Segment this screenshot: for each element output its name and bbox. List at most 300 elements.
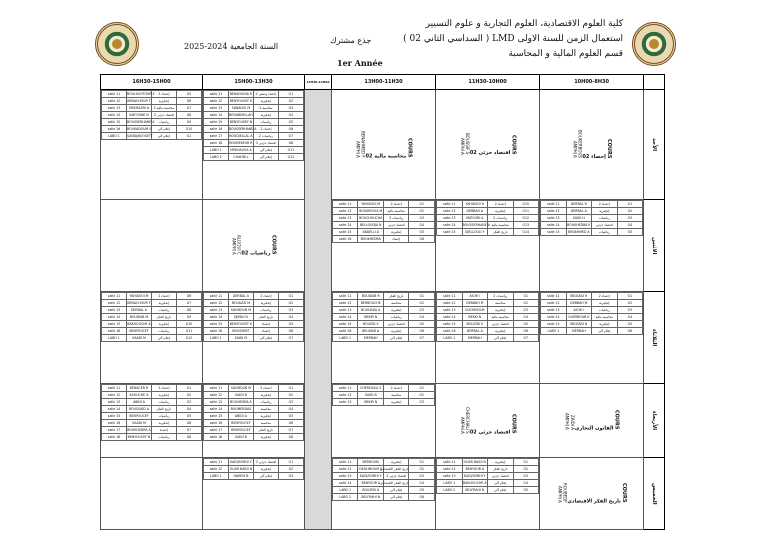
session-professor: CHAHIB L — [228, 154, 253, 161]
session-room: salle 11 — [541, 201, 567, 208]
session-professor: BOUMERDAS — [228, 406, 253, 413]
session-row — [102, 413, 202, 420]
session-subject: إعلام آلي — [383, 335, 409, 342]
session-group: G1 — [176, 133, 201, 140]
session-professor: MERRAH — [462, 335, 488, 342]
session-room: salle 17 — [203, 427, 228, 434]
session-group: G3 — [513, 307, 539, 314]
session-professor: DJELLOULI Y — [462, 229, 488, 236]
session-list — [436, 200, 539, 236]
session-professor: OUCHRIOUR — [462, 307, 488, 314]
session-room: salle 12 — [102, 392, 127, 399]
session-group: G1 — [278, 385, 303, 392]
session-room: salle 11 — [102, 385, 127, 392]
session-subject: إعلام آلي — [253, 473, 278, 480]
block — [101, 458, 203, 530]
session-room: salle 16 — [332, 236, 358, 243]
session-group: G9 — [176, 119, 201, 126]
cours-label: COURS — [406, 137, 413, 158]
session-subject: إنجليزية — [592, 208, 618, 215]
session-group: G4 — [409, 222, 435, 229]
session-row — [102, 91, 202, 98]
session-subject: رياضيات 2 — [488, 293, 514, 300]
session-group: G7 — [513, 335, 539, 342]
session-row — [102, 328, 202, 335]
session-professor: MEKHAZNI A — [126, 105, 151, 112]
session-row — [102, 392, 202, 399]
session-group: G4 — [513, 480, 539, 487]
session-professor: BENABDELLAH — [229, 113, 253, 117]
session-professor: DEBBAH M — [566, 300, 592, 307]
session-group: G3 — [409, 473, 435, 480]
session-room: salle 17 — [102, 427, 127, 434]
session-professor: SAHNOUN M — [228, 385, 253, 392]
session-row — [332, 473, 434, 480]
session-group: G11 — [176, 328, 201, 335]
session-professor: BENAOUDIA R — [229, 92, 253, 96]
session-room: salle 15 — [102, 119, 127, 126]
session-group: G8 — [278, 140, 303, 147]
session-subject: اقتصاد جزئي — [592, 222, 618, 229]
session-room: salle 14 — [332, 222, 358, 229]
session-row — [541, 293, 643, 300]
session-group: G11 — [513, 208, 539, 215]
session-subject: إحصاء 2 — [488, 201, 514, 208]
session-room: salle 14 — [541, 314, 567, 321]
subject: اقتصاد جزئي 02 — [469, 150, 511, 157]
session-subject: إنجليزية — [383, 459, 409, 466]
session-professor: SAIDI B — [358, 392, 384, 399]
professor: ALLIOUI C — [236, 235, 242, 255]
session-row — [203, 473, 303, 480]
session-subject: إحصاء — [253, 328, 278, 335]
session-professor: BOUZIDI S — [462, 321, 488, 328]
professor: BOUSSIF S — [464, 133, 470, 155]
session-subject: إعلام آلي — [383, 494, 409, 501]
session-row — [437, 321, 539, 328]
session-room: salle 13 — [332, 307, 358, 314]
lecture-block — [331, 90, 435, 200]
session-group: G12 — [176, 335, 201, 342]
session-group: G7 — [176, 300, 201, 307]
session-row — [437, 201, 539, 208]
session-group: G3 — [617, 307, 643, 314]
cours-label: COURS — [613, 410, 620, 430]
session-group: G1 — [278, 91, 303, 98]
session-row — [102, 112, 202, 119]
session-room: salle 12 — [437, 466, 463, 473]
session-room: salle 12 — [203, 466, 228, 473]
block — [331, 458, 435, 530]
session-subject: محاسبة مالية 2 — [151, 105, 176, 112]
session-room: salle 15 — [332, 229, 358, 236]
session-subject: إنجليزية — [151, 420, 176, 427]
session-row — [437, 222, 539, 229]
session-room: salle 13 — [437, 215, 463, 222]
session-room: salle 11 — [203, 385, 228, 392]
session-room: salle 12 — [332, 300, 358, 307]
session-room: salle 11 — [332, 459, 358, 466]
lecture-block — [436, 90, 540, 200]
session-professor: DEBBAH M — [462, 300, 488, 307]
subject: إحصاء 02 — [582, 153, 606, 160]
session-list — [203, 458, 304, 480]
session-group: G6 — [278, 328, 303, 335]
academic-year: السنة الجامعية 2024-2025 — [184, 42, 279, 51]
session-professor: BERROUKI — [358, 459, 384, 466]
session-list — [332, 458, 435, 501]
slot-header: 13H30-13H00 — [304, 75, 331, 90]
session-group: G5 — [176, 91, 201, 98]
session-list — [332, 200, 435, 243]
session-room: LABO 2 — [203, 154, 228, 161]
session-group: G3 — [278, 399, 303, 406]
session-list — [436, 292, 539, 342]
session-professor: DEGHMOUM A — [359, 467, 383, 471]
session-row — [437, 307, 539, 314]
session-group: G7 — [278, 427, 303, 434]
session-group: G2 — [617, 300, 643, 307]
session-subject: محاسبة مالية — [383, 208, 409, 215]
session-group: G11 — [278, 147, 303, 154]
session-group: G7 — [278, 133, 303, 140]
session-row — [203, 466, 303, 473]
session-subject: رياضيات — [592, 229, 618, 236]
session-room: salle 15 — [541, 321, 567, 328]
session-row — [102, 385, 202, 392]
session-row — [203, 434, 303, 441]
session-group: G6 — [409, 494, 435, 501]
year-level: 1er Année — [337, 58, 383, 68]
session-subject: اقتصاد جزئي 2 — [253, 459, 278, 466]
session-subject: إحصاء 2 — [253, 126, 278, 133]
session-group: G1 — [409, 459, 435, 466]
session-group: G4 — [278, 112, 303, 119]
session-room: salle 14 — [437, 222, 463, 229]
session-room: salle 12 — [332, 392, 358, 399]
session-subject: رياضيات — [151, 434, 176, 441]
session-room: salle 12 — [203, 392, 228, 399]
session-room: salle 16 — [332, 328, 358, 335]
session-subject: إنجليزية — [253, 466, 278, 473]
session-list — [203, 384, 304, 441]
session-group: G4 — [278, 314, 303, 321]
session-group: G6 — [278, 126, 303, 133]
session-subject: إعلام آلي — [151, 133, 176, 140]
session-group: G5 — [278, 119, 303, 126]
session-room: salle 14 — [203, 314, 228, 321]
session-professor: BOUARIOUA M — [359, 209, 383, 213]
session-row — [203, 420, 303, 427]
session-professor: BENYOUCEF N — [127, 435, 151, 439]
session-subject: تاريخ الفكر — [488, 229, 514, 236]
session-group: G13 — [513, 222, 539, 229]
session-subject: إنجليزية — [488, 208, 514, 215]
session-room: salle 11 — [102, 293, 127, 300]
session-group: G10 — [176, 126, 201, 133]
slot-header: 11H30-10H00 — [436, 75, 540, 90]
session-room: salle 11 — [437, 459, 463, 466]
session-group: G5 — [409, 229, 435, 236]
session-group: G1 — [278, 293, 303, 300]
session-group: G5 — [617, 229, 643, 236]
session-professor: BENYOUCEF — [126, 328, 151, 335]
session-row — [203, 300, 303, 307]
session-room: salle 13 — [102, 105, 127, 112]
session-room: salle 11 — [437, 201, 463, 208]
lecture-block — [540, 384, 644, 458]
session-subject: إحصاء 2 — [592, 201, 618, 208]
session-row — [541, 215, 643, 222]
session-room: LABO 2 — [437, 487, 463, 494]
session-room: salle 15 — [102, 321, 127, 328]
session-professor: KADI/SOBHI Y — [463, 474, 486, 478]
session-subject: إحصاء وصفي 2 — [253, 91, 278, 98]
session-professor: BOUDIAB M — [126, 314, 151, 321]
session-professor: BELFRAHI N — [462, 487, 488, 494]
session-subject: إنجليزية — [151, 300, 176, 307]
session-row — [332, 201, 434, 208]
session-group: G2 — [278, 98, 303, 105]
timetable — [100, 74, 665, 530]
session-professor: SAIDI H — [566, 215, 592, 222]
session-row — [437, 300, 539, 307]
session-professor: YAHIAOUI M — [126, 293, 151, 300]
day-header — [644, 75, 665, 90]
session-professor: BEKKI N — [462, 314, 488, 321]
session-row — [332, 494, 434, 501]
session-subject: محاسبة 2 — [253, 105, 278, 112]
room: AMPHI A — [459, 416, 465, 434]
session-room: salle 16 — [203, 328, 228, 335]
session-room: salle 11 — [203, 459, 228, 466]
session-subject: اقتصاد جزئي — [383, 222, 409, 229]
block — [436, 458, 540, 530]
session-group: G8 — [176, 434, 201, 441]
session-subject: إنجليزية — [592, 321, 618, 328]
session-group: G3 — [513, 473, 539, 480]
session-group: G2 — [278, 392, 303, 399]
session-professor: DERBAL A — [228, 293, 253, 300]
session-row — [203, 105, 303, 112]
session-row — [332, 321, 434, 328]
session-room: salle 16 — [102, 328, 127, 335]
session-row — [203, 321, 303, 328]
subject: تاريخ الفكر الاقتصادي — [567, 498, 621, 505]
session-group: G3 — [409, 215, 435, 222]
session-professor: BOUZID S — [358, 321, 384, 328]
block — [331, 384, 435, 458]
session-professor: KADI/SOBHI Y — [359, 474, 382, 478]
session-group: G4 — [617, 314, 643, 321]
session-group: G1 — [176, 385, 201, 392]
session-professor: BENYOUCEF — [228, 427, 253, 434]
session-subject: محاسبة — [253, 406, 278, 413]
session-row — [203, 392, 303, 399]
session-professor: BOUHEDDA A — [230, 400, 252, 404]
session-row — [102, 293, 202, 300]
session-subject: رياضيات — [592, 307, 618, 314]
session-group: G9 — [176, 314, 201, 321]
session-row — [203, 133, 303, 140]
session-room: salle 12 — [203, 300, 228, 307]
session-room: salle 13 — [332, 473, 358, 480]
session-room: salle 14 — [332, 314, 358, 321]
slot-header: 15H00-13H30 — [202, 75, 304, 90]
lecture-block — [540, 458, 644, 530]
session-subject: محاسبة — [383, 392, 409, 399]
session-subject: إعلام آلي — [151, 126, 176, 133]
session-subject: إنجليزية — [383, 307, 409, 314]
session-subject: محاسبة مالية — [592, 314, 618, 321]
session-professor: ABIDI A — [126, 399, 151, 406]
session-list — [540, 200, 643, 236]
session-row — [332, 335, 434, 342]
session-row — [203, 91, 303, 98]
session-row — [332, 459, 434, 466]
session-room: salle 14 — [203, 406, 228, 413]
session-row — [541, 208, 643, 215]
session-professor: BAKHOUCHE A — [463, 481, 487, 485]
session-room: salle 15 — [102, 413, 127, 420]
session-room: salle 13 — [203, 105, 228, 112]
session-professor: MIZOURI A — [462, 215, 488, 222]
block — [436, 292, 540, 384]
session-professor: DERBAL A — [566, 208, 592, 215]
session-room: salle 16 — [203, 126, 228, 133]
department-title: قسم العلوم المالية و المحاسبة — [508, 49, 623, 59]
session-professor: BELFRAHI N — [358, 494, 384, 501]
session-row — [102, 314, 202, 321]
session-row — [332, 300, 434, 307]
session-subject: محاسبة مالية — [488, 314, 514, 321]
session-group: G6 — [278, 420, 303, 427]
session-room: LABO 1 — [102, 133, 127, 140]
session-group: G8 — [176, 307, 201, 314]
session-room: salle 11 — [332, 293, 358, 300]
session-group: G1 — [513, 293, 539, 300]
session-row — [203, 307, 303, 314]
session-group: G4 — [409, 314, 435, 321]
day-label: الأربعاء — [644, 384, 665, 458]
session-row — [541, 328, 643, 335]
session-group: G6 — [176, 98, 201, 105]
session-group: G5 — [409, 321, 435, 328]
session-row — [332, 208, 434, 215]
session-professor: MERRAH — [358, 335, 384, 342]
session-row — [332, 229, 434, 236]
session-professor: BAKHOUCHE A — [127, 322, 151, 326]
university-logo-right — [632, 22, 676, 66]
session-subject: تاريخ الفكر الاقتصادي — [380, 467, 409, 471]
subject: رياضيات 02 — [241, 250, 271, 257]
session-professor: ABDELLI A — [358, 229, 384, 236]
session-room: salle 18 — [203, 140, 228, 147]
session-subject: اقتصاد جزئي — [488, 473, 514, 480]
block — [331, 292, 435, 384]
session-group: G2 — [617, 208, 643, 215]
session-room: salle 13 — [437, 307, 463, 314]
session-subject: إنجليزية — [253, 413, 278, 420]
day-row-monday — [101, 200, 665, 292]
session-professor: CHERCHALI S — [358, 385, 384, 392]
session-row — [332, 385, 434, 392]
session-professor: BEKIR N — [358, 399, 384, 406]
session-room: salle 14 — [102, 112, 127, 119]
session-subject: إحصاء 2 — [151, 91, 176, 98]
session-room: salle 15 — [203, 413, 228, 420]
session-professor: MERRAH — [566, 328, 592, 335]
session-group: G4 — [409, 480, 435, 487]
session-row — [203, 293, 303, 300]
session-row — [541, 300, 643, 307]
session-room: salle 15 — [203, 119, 228, 126]
session-subject: إعلام آلي — [151, 335, 176, 342]
session-professor: KAOUCHE A — [126, 392, 151, 399]
session-row — [102, 126, 202, 133]
session-group: G10 — [176, 321, 201, 328]
session-professor: BOUSSERHANE A — [126, 120, 155, 124]
session-group: G1 — [409, 385, 435, 392]
session-group: G5 — [176, 413, 201, 420]
session-subject: إحصاء — [383, 236, 409, 243]
session-room: salle 16 — [102, 420, 127, 427]
session-room: LABO 1 — [203, 473, 228, 480]
session-row — [102, 427, 202, 434]
session-professor: BOUDIAB R — [358, 293, 384, 300]
block — [436, 200, 540, 292]
session-subject: إعلام آلي — [253, 154, 278, 161]
session-subject: إنجليزية — [151, 98, 176, 105]
session-group: G2 — [176, 392, 201, 399]
block — [540, 200, 644, 292]
session-professor: BOUSSAID A — [126, 406, 151, 413]
session-row — [332, 293, 434, 300]
session-subject: رياضيات — [383, 314, 409, 321]
session-row — [437, 466, 539, 473]
session-row — [203, 140, 303, 147]
session-row — [541, 201, 643, 208]
session-professor: YAHIAOUI M — [358, 201, 384, 208]
session-group: G4 — [617, 222, 643, 229]
session-group: G5 — [409, 487, 435, 494]
session-professor: BENYOUCEF — [126, 413, 151, 420]
session-group: G3 — [176, 399, 201, 406]
day-label: الخميس — [644, 458, 665, 530]
session-room: salle 12 — [541, 208, 567, 215]
session-subject: إنجليزية — [383, 328, 409, 335]
session-professor: BENYOUCEF K — [229, 322, 253, 326]
session-professor: SAIFOUNE N — [126, 112, 151, 119]
session-subject: رياضيات — [151, 399, 176, 406]
session-room: salle 14 — [102, 314, 127, 321]
day-label: الثلاثاء — [644, 292, 665, 384]
session-room: salle 12 — [203, 98, 228, 105]
session-subject: رياضيات — [151, 119, 176, 126]
session-professor: BOUSSERHANE A — [462, 223, 490, 227]
session-group: G3 — [278, 307, 303, 314]
professor: ZAIDI A — [569, 414, 575, 430]
session-subject: إنجليزية — [488, 328, 514, 335]
session-row — [541, 314, 643, 321]
session-room: salle 13 — [437, 473, 463, 480]
session-professor: DERBAL A — [126, 307, 151, 314]
common-core-label: جذع مشترك — [330, 36, 372, 45]
room: AMPHI A — [564, 412, 570, 430]
session-row — [203, 413, 303, 420]
session-subject: رياضيات 2 — [488, 215, 514, 222]
session-row — [102, 434, 202, 441]
